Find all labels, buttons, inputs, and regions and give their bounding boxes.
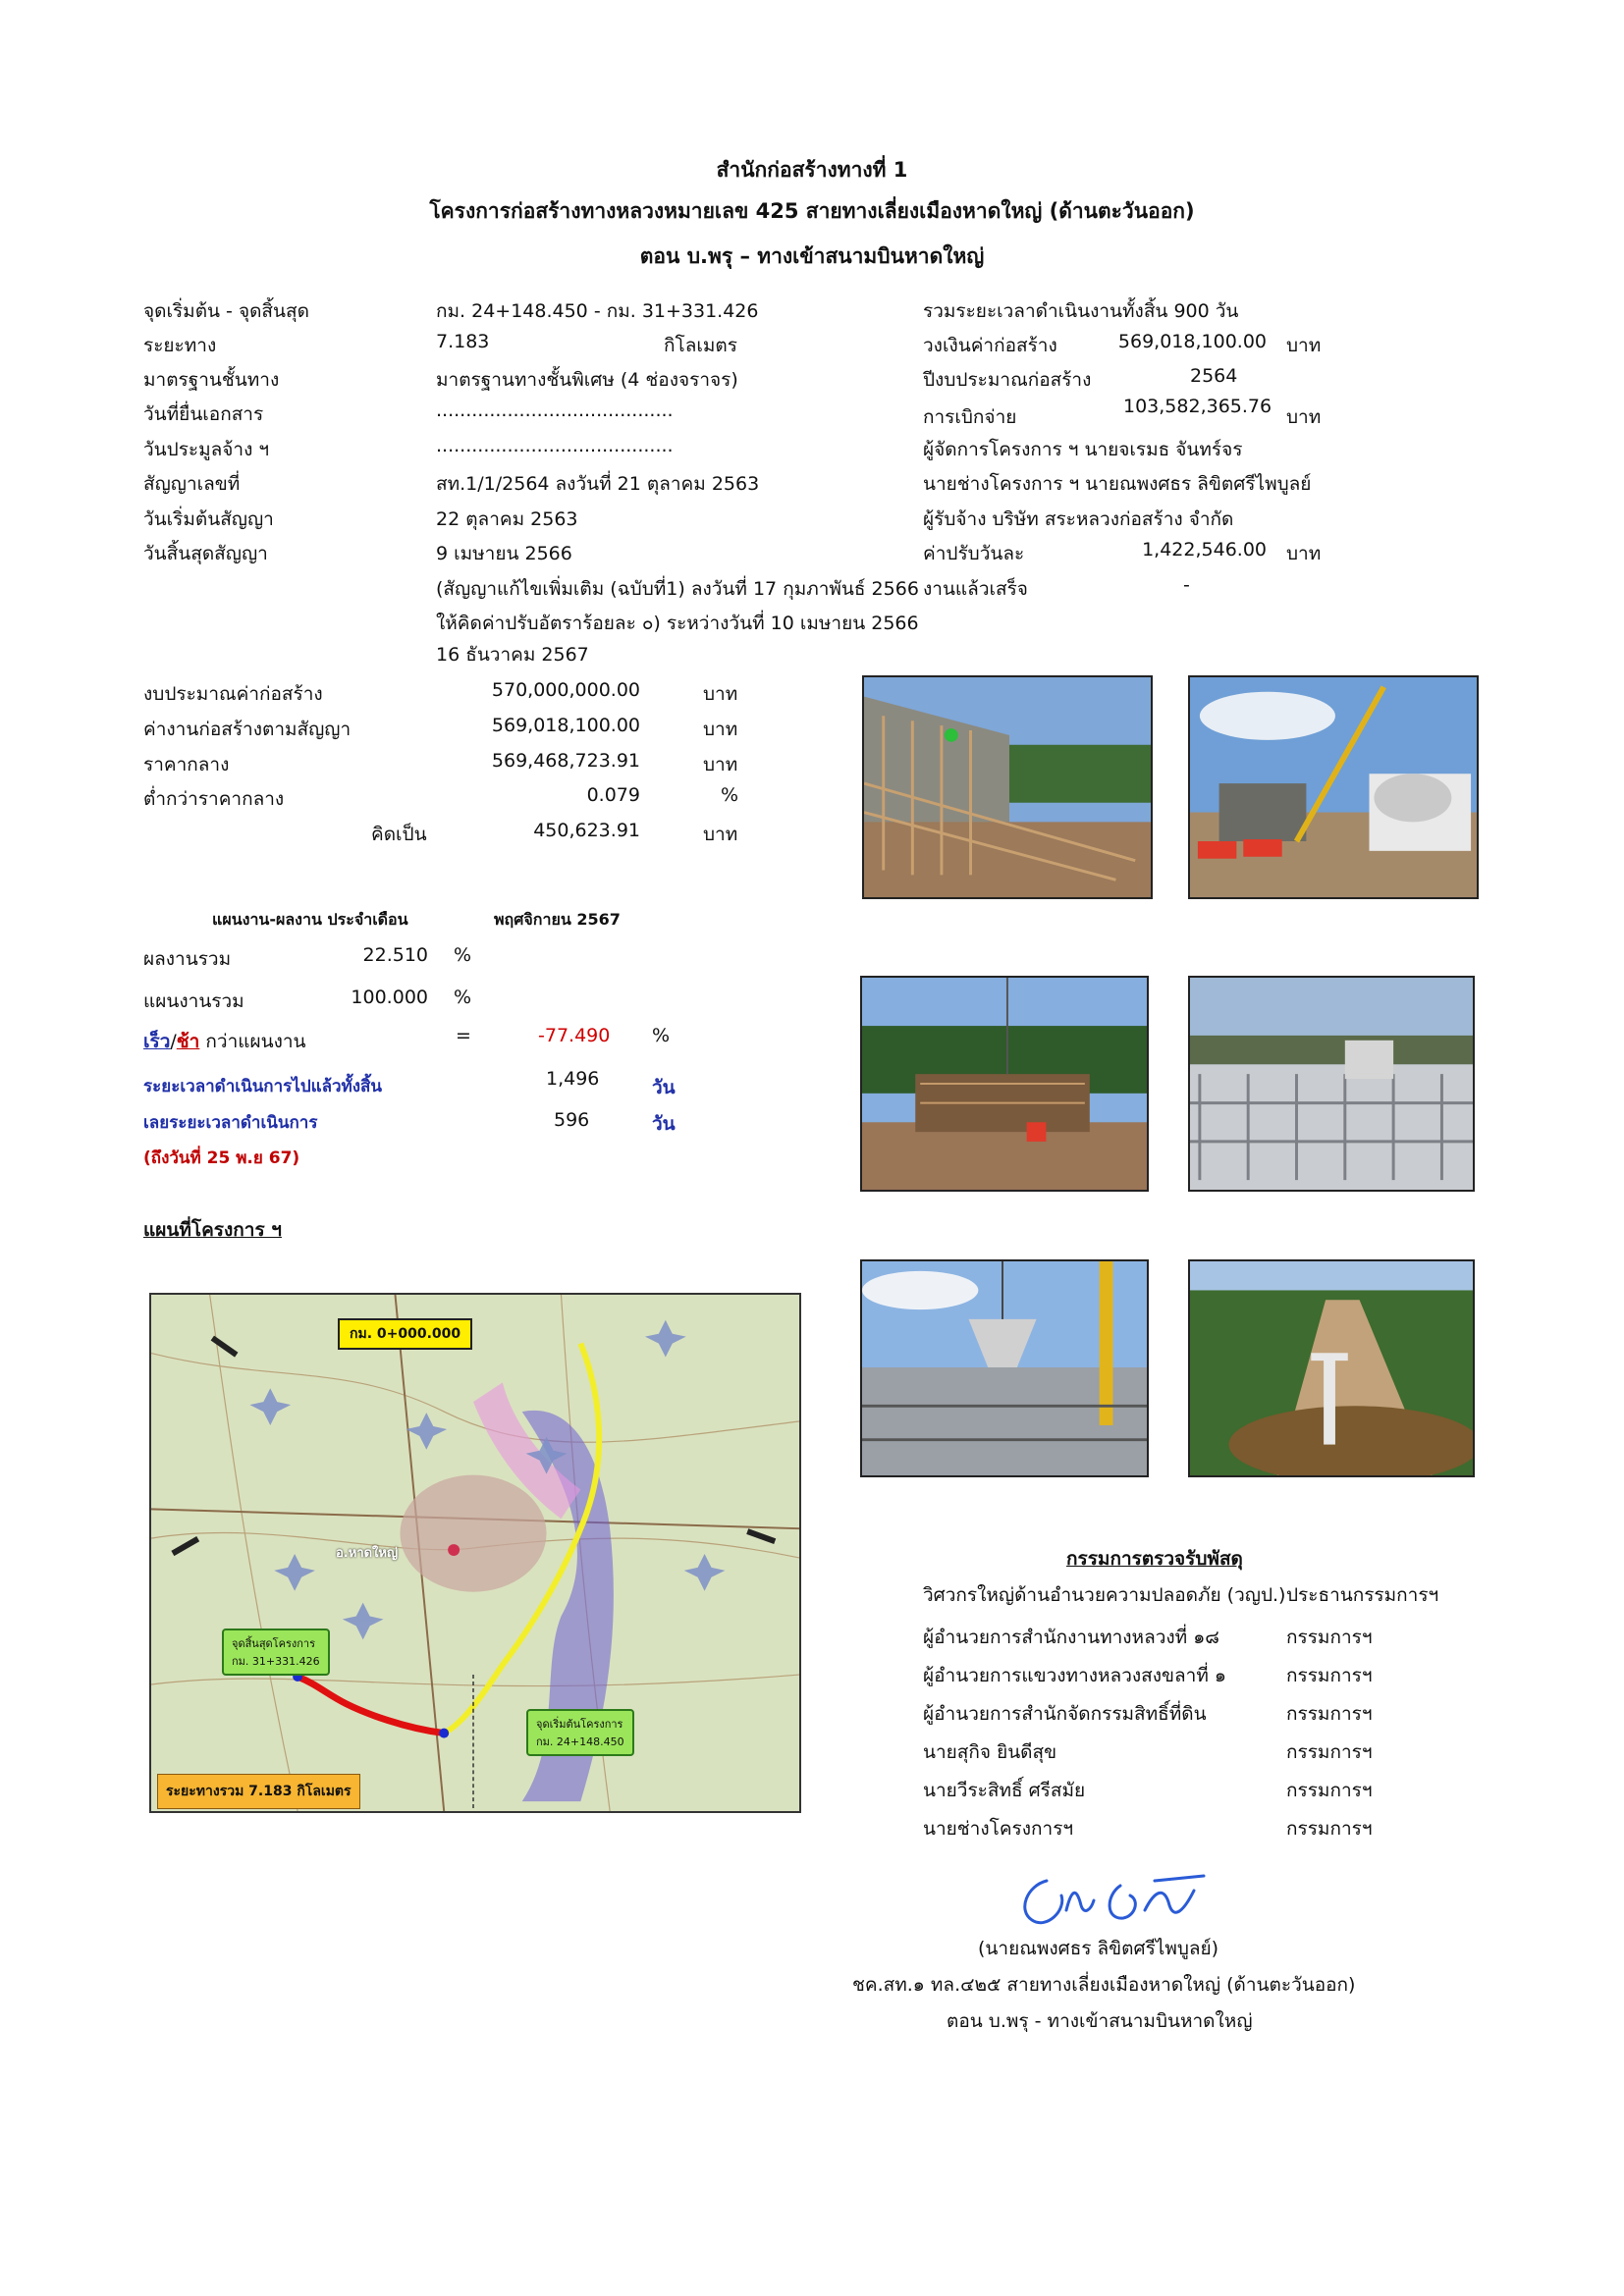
committee-member-4: ผู้อำนวยการสำนักจัดกรรมสิทธิ์ที่ดิน	[923, 1703, 1207, 1725]
diff-pct: %	[652, 1025, 671, 1046]
finance-equiv-label: คิดเป็น	[371, 824, 427, 845]
elapsed-label: ระยะเวลาดำเนินการไปแล้วทั้งสิ้น	[143, 1077, 383, 1096]
signer-section: ตอน บ.พรุ - ทางเข้าสนามบินหาดใหญ่	[947, 2010, 1253, 2032]
committee-role-6: กรรมการฯ	[1286, 1780, 1373, 1801]
finance-below-value: 0.079	[586, 784, 640, 806]
contract-end-value: 9 เมษายน 2566	[436, 543, 572, 564]
finance-below-label: ต่ำกว่าราคากลาง	[143, 788, 285, 810]
map-start-box	[526, 1709, 634, 1756]
finance-median-unit: บาท	[703, 754, 738, 775]
standard-label: มาตรฐานชั้นทาง	[143, 369, 280, 391]
contract-end-label: วันสิ้นสุดสัญญา	[143, 543, 268, 564]
map-start-km-label: กม. 24+148.450	[536, 1735, 624, 1748]
office-title: สำนักก่อสร้างทางที่ 1	[716, 158, 908, 182]
site-photo-1	[862, 675, 1153, 899]
contract-no-value: สท.1/1/2564 ลงวันที่ 21 ตุลาคม 2563	[436, 473, 760, 495]
committee-member-6: นายวีระสิทธิ์ ศรีสมัย	[923, 1780, 1086, 1801]
site-photo-3	[860, 976, 1149, 1192]
distance-label: ระยะทาง	[143, 335, 217, 356]
finance-median-label: ราคากลาง	[143, 754, 230, 775]
contract-no-label: สัญญาเลขที่	[143, 473, 241, 495]
actual-pct: %	[454, 944, 472, 966]
map-start-km: กม. 0+000.000	[338, 1318, 472, 1350]
project-manager: ผู้จัดการโครงการ ฯ นายจเรมธ จันทร์จร	[923, 439, 1243, 460]
site-photo-2	[1188, 675, 1479, 899]
finance-median-value: 569,468,723.91	[491, 750, 640, 772]
fast-label: เร็ว	[143, 1031, 171, 1052]
committee-role-7: กรรมการฯ	[1286, 1818, 1373, 1840]
auction-date-label: วันประมูลจ้าง ฯ	[143, 439, 270, 460]
project-title: โครงการก่อสร้างทางหลวงหมายเลข 425 สายทางเลี่ยงเมืองหาดใหญ่ (ด้านตะวันออก)	[429, 199, 1195, 223]
diff-equals: =	[456, 1025, 471, 1046]
auction-date-value: ........................................	[436, 435, 674, 456]
submit-date-label: วันที่ยื่นเอกสาร	[143, 403, 264, 425]
fine-unit: บาท	[1286, 543, 1322, 564]
contract-note-1: (สัญญาแก้ไขเพิ่มเติม (ฉบับที่1) ลงวันที่ 17 กุมภาพันธ์ 2566	[436, 578, 919, 600]
project-engineer: นายช่างโครงการ ฯ นายณพงศธร ลิขิตศรีไพบูลย์	[923, 473, 1312, 495]
plan-pct: %	[454, 987, 472, 1008]
finance-budget-label: งบประมาณค่าก่อสร้าง	[143, 683, 323, 705]
submit-date-value: ........................................	[436, 400, 674, 421]
committee-role-4: กรรมการฯ	[1286, 1703, 1373, 1725]
contractor: ผู้รับจ้าง บริษัท สระหลวงก่อสร้าง จำกัด	[923, 508, 1234, 530]
budget-unit: บาท	[1286, 335, 1322, 356]
done-label: งานแล้วเสร็จ	[923, 578, 1028, 600]
committee-member-2: ผู้อำนวยการสำนักงานทางหลวงที่ ๑๘	[923, 1627, 1219, 1648]
committee-member-5: นายสุกิจ ยินดีสุข	[923, 1741, 1057, 1763]
contract-start-label: วันเริ่มต้นสัญญา	[143, 508, 274, 530]
site-photo-6	[1188, 1259, 1475, 1477]
start-end-value: กม. 24+148.450 - กม. 31+331.426	[436, 300, 759, 322]
map-end-title: จุดสิ้นสุดโครงการ	[232, 1637, 315, 1650]
map-city-label: อ.หาดใหญ่	[336, 1546, 399, 1561]
start-end-label: จุดเริ่มต้น - จุดสิ้นสุด	[143, 300, 309, 322]
budget-label: วงเงินค่าก่อสร้าง	[923, 335, 1057, 356]
overrun-value: 596	[554, 1109, 590, 1131]
overrun-unit: วัน	[652, 1113, 676, 1135]
progress-heading: แผนงาน-ผลงาน ประจำเดือน	[212, 910, 408, 929]
map-heading: แผนที่โครงการ ฯ	[143, 1219, 282, 1241]
signature-image	[1007, 1851, 1233, 1940]
plan-value: 100.000	[351, 987, 428, 1008]
fiscal-value: 2564	[1190, 365, 1238, 387]
distance-unit: กิโลเมตร	[664, 335, 737, 356]
finance-contract-unit: บาท	[703, 719, 738, 740]
slash: /	[170, 1031, 177, 1052]
map-end-km: กม. 31+331.426	[232, 1655, 320, 1668]
slow-label: ช้า	[176, 1031, 200, 1052]
committee-heading: กรรมการตรวจรับพัสดุ	[1066, 1548, 1243, 1570]
committee-role-5: กรรมการฯ	[1286, 1741, 1373, 1763]
signer-position: ชค.สท.๑ ทล.๔๒๕ สายทางเลี่ยงเมืองหาดใหญ่ (ด้านตะวันออก)	[852, 1974, 1356, 1996]
elapsed-unit: วัน	[652, 1077, 676, 1098]
map-image	[151, 1295, 799, 1811]
contract-note-3: 16 ธันวาคม 2567	[436, 644, 589, 666]
site-photo-4	[1188, 976, 1475, 1192]
overrun-label: เลยระยะเวลาดำเนินการ	[143, 1113, 318, 1133]
finance-below-unit: %	[721, 784, 739, 806]
diff-text: กว่าแผนงาน	[199, 1031, 306, 1052]
section-title: ตอน บ.พรุ – ทางเข้าสนามบินหาดใหญ่	[639, 244, 985, 268]
map-end-box	[222, 1629, 330, 1676]
disbursed-value: 103,582,365.76	[1123, 396, 1272, 417]
disbursed-label: การเบิกจ่าย	[923, 406, 1017, 428]
finance-budget-value: 570,000,000.00	[491, 679, 640, 701]
committee-member-1: วิศวกรใหญ่ด้านอำนวยความปลอดภัย (วญป.)	[923, 1584, 1286, 1606]
fiscal-label: ปีงบประมาณก่อสร้าง	[923, 369, 1092, 391]
signer-name: (นายณพงศธร ลิขิตศรีไพบูลย์)	[978, 1938, 1219, 1959]
budget-value: 569,018,100.00	[1117, 331, 1267, 352]
finance-contract-label: ค่างานก่อสร้างตามสัญญา	[143, 719, 352, 740]
finance-equiv-value: 450,623.91	[533, 820, 640, 841]
map-total-distance: ระยะทางรวม 7.183 กิโลเมตร	[157, 1774, 360, 1809]
contract-start-value: 22 ตุลาคม 2563	[436, 508, 578, 530]
actual-value: 22.510	[362, 944, 428, 966]
finance-equiv-unit: บาท	[703, 824, 738, 845]
as-of-date: (ถึงวันที่ 25 พ.ย 67)	[143, 1148, 300, 1168]
elapsed-value: 1,496	[546, 1068, 600, 1090]
committee-member-3: ผู้อำนวยการแขวงทางหลวงสงขลาที่ ๑	[923, 1665, 1226, 1686]
diff-label	[143, 1027, 306, 1056]
committee-role-2: กรรมการฯ	[1286, 1627, 1373, 1648]
fine-label: ค่าปรับวันละ	[923, 543, 1025, 564]
committee-role-1: ประธานกรรมการฯ	[1286, 1584, 1439, 1606]
site-photo-5	[860, 1259, 1149, 1477]
map-start-title: จุดเริ่มต้นโครงการ	[536, 1718, 623, 1731]
diff-value: -77.490	[538, 1025, 611, 1046]
total-duration: รวมระยะเวลาดำเนินงานทั้งสิ้น 900 วัน	[923, 300, 1239, 322]
project-map	[149, 1293, 801, 1813]
contract-note-2: ให้คิดค่าปรับอัตราร้อยละ ๐) ระหว่างวันที่ 10 เมษายน 2566	[436, 613, 919, 634]
standard-value: มาตรฐานทางชั้นพิเศษ (4 ช่องจราจร)	[436, 369, 738, 391]
finance-budget-unit: บาท	[703, 683, 738, 705]
distance-value: 7.183	[436, 331, 490, 352]
disbursed-unit: บาท	[1286, 406, 1322, 428]
committee-member-7: นายช่างโครงการฯ	[923, 1818, 1074, 1840]
actual-label: ผลงานรวม	[143, 948, 232, 970]
fine-value: 1,422,546.00	[1142, 539, 1267, 561]
done-value: -	[1183, 574, 1190, 596]
finance-contract-value: 569,018,100.00	[491, 715, 640, 736]
committee-role-3: กรรมการฯ	[1286, 1665, 1373, 1686]
plan-label: แผนงานรวม	[143, 990, 244, 1012]
progress-month: พฤศจิกายน 2567	[494, 910, 621, 929]
